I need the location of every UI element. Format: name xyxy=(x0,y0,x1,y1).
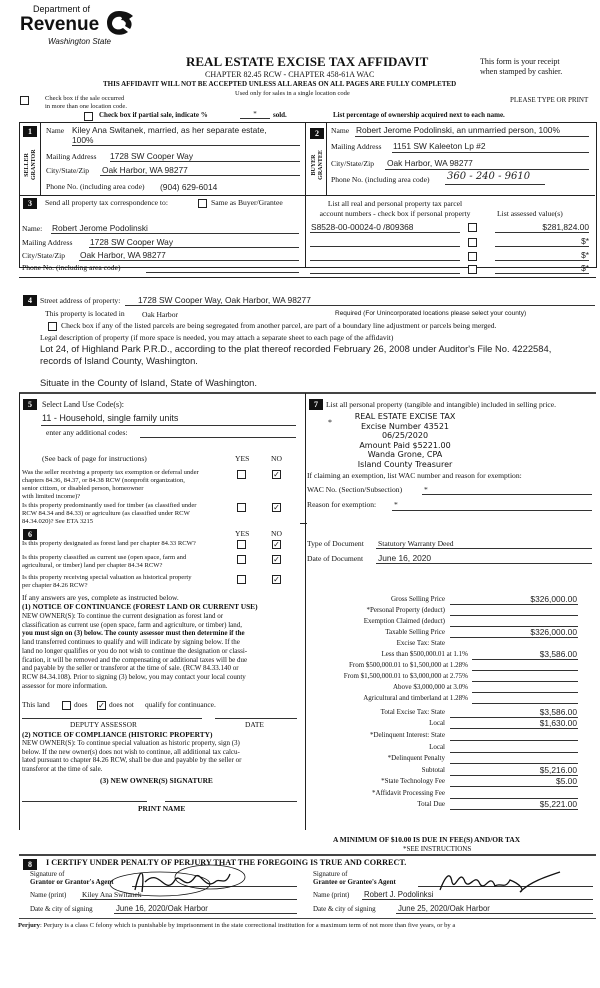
tax-row-label: Agricultural and timberland at 1.28% xyxy=(363,694,468,702)
tax-row-value[interactable]: $5,221.00 xyxy=(539,799,577,809)
document-type[interactable]: Statutory Warranty Deed xyxy=(378,539,454,548)
tax-row-label: From $500,000.01 to $1,500,000 at 1.28% xyxy=(349,661,468,669)
yes-checkbox[interactable] xyxy=(237,470,246,479)
tax-row-label: Taxable Selling Price xyxy=(385,628,445,636)
question-exemption: Was the seller receiving a property tax exemption or deferral under chapters 84.36, 84.37, or 84.38 RCW (nonprofit organization, senior citizen, or disabled person, homeowner with limited income)? xyxy=(22,469,199,500)
yes-checkbox[interactable] xyxy=(237,555,246,564)
does-not-checkbox-checked[interactable]: ✓ xyxy=(98,701,105,710)
wac-field[interactable]: * xyxy=(424,485,428,494)
notice-continuance-text: NEW OWNER(S): To continue the current designation as forest land or classification as current use (open space, farm and agriculture, or timber) land, you must sign on (3) below. The county assessor must then determine if the land transferred continues to qualify and will indicate by signing below. If the land no longer qualifies or you do not wish to continue the designation or classi- fication, it will be removed and the compensating or additional taxes will be due and payable by the seller or transferor at the time of sale. (RCW 84.33.140 or RCW 84.34.108). Prior to signing (3) below, you may contact your local county assessor for more information. xyxy=(22,612,248,690)
tax-row-value[interactable]: $326,000.00 xyxy=(530,594,577,604)
yes-checkbox[interactable] xyxy=(237,575,246,584)
buyer-phone[interactable]: 360 - 240 - 9610 xyxy=(447,171,531,182)
seller-mailing[interactable]: 1728 SW Cooper Way xyxy=(110,151,194,161)
tax-row-value[interactable]: $5.00 xyxy=(556,776,577,786)
corr-mailing[interactable]: 1728 SW Cooper Way xyxy=(90,237,174,247)
tax-row-label: *State Technology Fee xyxy=(381,777,445,785)
tax-row-label: Local xyxy=(429,743,445,751)
tax-row-label: Exemption Claimed (deduct) xyxy=(363,617,445,625)
document-date[interactable]: June 16, 2020 xyxy=(378,553,432,563)
location-select[interactable]: Oak Harbor xyxy=(142,310,179,319)
buyer-city[interactable]: Oak Harbor, WA 98277 xyxy=(387,158,473,168)
tax-row-label: *Delinquent Interest: State xyxy=(369,731,445,739)
no-checkbox-checked[interactable]: ✓ xyxy=(273,540,280,549)
tax-row-label: *Delinquent Penalty xyxy=(387,754,445,762)
personal-property-checkbox[interactable] xyxy=(468,238,477,247)
grantor-print-name[interactable]: Kiley Ana Switanek xyxy=(82,890,142,899)
seller-phone[interactable]: (904) 629-6014 xyxy=(160,182,218,192)
tax-row-value[interactable]: $326,000.00 xyxy=(530,627,577,637)
tax-row-label: Subtotal xyxy=(421,766,445,774)
legal-description[interactable]: Lot 24, of Highland Park P.R.D., according to the plat thereof recorded February 26, 2008 under Auditor's File No. 4222584, xyxy=(40,343,552,354)
partial-percent-field[interactable]: * xyxy=(240,110,270,119)
tax-row-label: Gross Selling Price xyxy=(390,595,445,603)
tax-row-label: Above $3,000,000 at 3.0% xyxy=(392,683,468,691)
land-use-code[interactable]: 11 - Household, single family units xyxy=(42,413,179,423)
yes-checkbox[interactable] xyxy=(237,540,246,549)
personal-property-checkbox[interactable] xyxy=(468,223,477,232)
grantor-date-city[interactable]: June 16, 2020/Oak Harbor xyxy=(116,904,208,913)
buyer-name[interactable]: Robert Jerome Podolinski, an unmarried person, 100% xyxy=(356,125,560,135)
no-checkbox-checked[interactable]: ✓ xyxy=(273,555,280,564)
grantee-print-name[interactable]: Robert J. Podolinksi xyxy=(364,890,434,899)
buyer-mailing[interactable]: 1151 SW Kaleeton Lp #2 xyxy=(393,141,486,151)
tax-row-label: Less than $500,000.01 at 1.1% xyxy=(381,650,468,658)
partial-sale-checkbox[interactable] xyxy=(84,112,93,121)
tax-row-value[interactable]: $1,630.00 xyxy=(539,718,577,728)
reason-field[interactable]: * xyxy=(394,500,398,509)
notice-compliance-text: NEW OWNER(S): To continue special valuation as historic property, sign (3) below. If the new owner(s) does not wish to continue, all additional tax calcu- lated pursuant to chapter 84.26 RCW, shall be due and payable by the seller or transferor at the time of sale. xyxy=(22,739,242,774)
multi-location-checkbox[interactable] xyxy=(20,96,29,105)
corr-name[interactable]: Robert Jerome Podolinski xyxy=(52,223,148,233)
yes-checkbox[interactable] xyxy=(237,503,246,512)
no-checkbox-checked[interactable]: ✓ xyxy=(273,503,280,512)
tax-row-value[interactable]: $3,586.00 xyxy=(539,707,577,717)
seller-name[interactable]: Kiley Ana Switanek, married, as her separate estate, xyxy=(72,125,267,135)
segregated-checkbox[interactable] xyxy=(48,322,57,331)
tax-row-label: Local xyxy=(429,719,445,727)
treasurer-stamp: REAL ESTATE EXCISE TAX Excise Number 43521 06/25/2020 Amount Paid $5221.00 Wanda Grone, CPA Island County Treasurer xyxy=(354,412,456,469)
tax-row-label: Total Excise Tax: State xyxy=(380,708,445,716)
form-title: REAL ESTATE EXCISE TAX AFFIDAVIT xyxy=(186,54,429,69)
tax-row-value[interactable]: $5,216.00 xyxy=(539,765,577,775)
dor-swirl-icon xyxy=(103,8,135,38)
grantee-date-city[interactable]: June 25, 2020/Oak Harbor xyxy=(398,904,490,913)
question-timber: Is this property predominantly used for timber (as classified under RCW 84.34 and 84.33) or agriculture (as classified under RCW 84.34.020)? See ETA 3215 xyxy=(22,502,197,525)
tax-row-label: Excise Tax: State xyxy=(396,639,445,647)
affidavit-page: Department of Revenue Washington State REAL ESTATE EXCISE TAX AFFIDAVIT CHAPTER 82.45 RCW - CHAPTER 458-61A WAC THIS AFFIDAVIT WILL NOT BE ACCEPTED UNLESS ALL AREAS ON ALL PAGES ARE FULLY COMPLETED Used only for sales in a single location code This form is your receipt when stamped by cashier. Check box if the sale occurred in more than one location code. PLEASE TYPE OR PRINT Check box if partial sale, indicate % * sold. List percentage of ownership acquired next to each name. 1 SELLER GRANTOR Name Kiley Ana Switanek, married, as her separate estate, 100% Mailing Address 1728 SW Cooper Way City/State/Zip Oak Harbor, WA 98277 Phone No. (including area code) (904) 629-6014 2 BUYER GRANTEE Name Robert Jerome Podolinski, an unmarried person, 100% Mailing Address 1151 SW Kaleeton Lp #2 City/State/Zip Oak Harbor, WA 98277 Phone No. (including area code) 360 - 240 - 9610 3 Send all property tax correspondence to: Same as Buyer/Grantee Name: Robert Jerome Podolinski Mailing Address 1728 SW Cooper Way City/State/Zip Oak Harbor, WA 98277 Phone No. (including area code) List all real and personal property tax parcel account numbers - check box if personal property List assessed value(s) S8528-00-00024-0 /809368 $281,824.00 $* $* $* 4 Street address of property: 1728 SW Cooper Way, Oak Harbor, WA 98277 This property is located in Oak Harbor Required (For Unincorporated locations please select your county) Check box if any of the listed parcels are being segregated from another parcel, are part of a boundary line adjustment or parcels being merged. Legal description of property (if more space is needed, you may attach a separate sheet to each page of the affidavit) Lot 24, of Highland Park P.R.D., according to the plat thereof recorded February 26, 2008 under Auditor's File No. 4222584, records of Island County, Washington. Situate in the County of Island, State of Washington. 5 Select Land Use Code(s): 11 - Household, single family units enter any additional codes: (See back of page for instructions) YES NO Was the seller receiving a property tax exemption or deferral under chapters 84.36, 84.37, or 84.38 RCW (nonprofit organization, senior citizen, or disabled person, homeowner with limited income)? ✓ Is this property predominantly used for timber (as classified under RCW 84.34 and 84.33) or agriculture (as classified under RCW 84.34.020)? See ETA 3215 ✓ 6 YES NO Is this property designated as forest land per chapter 84.33 RCW? ✓ Is this property classified as current use (open space, farm and agricultural, or timber) land per chapter 84.34 RCW? ✓ Is this property receiving special valuation as historical property per chapter 84.26 RCW? ✓ If any answers are yes, complete as instructed below. (1) NOTICE OF CONTINUANCE (FOREST LAND OR CURRENT USE) NEW OWNER(S): To continue the current designation as forest land or classification as current use (open space, farm and agriculture, or timber) land, you must sign on (3) below. The county assessor must then determine if the land transferred continues to qualify and will indicate by signing below. If the land no longer qualifies or you do not wish to continue the designation or classi- fication, it will be removed and the compensating or additional taxes will be due and payable by the seller or transferor at the time of sale. (RCW 84.33.140 or RCW 84.34.108). Prior to signing (3) below, you may contact your local county assessor for more information. This land does ✓ does not qualify for continuance. DEPUTY ASSESSOR DATE (2) NOTICE OF COMPLIANCE (HISTORIC PROPERTY) NEW OWNER(S): To continue special valuation as historic property, sign (3) below. If the new owner(s) does not wish to continue, all additional tax calcu- lated pursuant to chapter 84.26 RCW, shall be due and payable by the seller or transferor at the time of sale. (3) NEW OWNER(S) SIGNATURE PRINT NAME 7 List all personal property (tangible and intangible) included in selling price. * REAL ESTATE EXCISE TAX Excise Number 43521 06/25/2020 Amount Paid $5221.00 Wanda Grone, CPA Island County Treasurer If claiming an exemption, list WAC number and reason for exemption: WAC No. (Section/Subsection) * Reason for exemption: * Type of Document Statutory Warranty Deed Date of Document June 16, 2020 Gross Selling Price $326,000.00 *Personal Property (deduct) Exemption Claimed (deduct) Taxable Selling Price $326,000.00 Excise Tax: State Less than $500,000.01 at 1.1% $3,586.00 From $500,000.01 to $1,500,000 at 1.28% From $1,500,000.01 to $3,000,000 at 2.75% Above $3,000,000 at 3.0% Agricultural and timberland at 1.28% Total Excise Tax: State $3,586.00 Local $1,630.00 *Delinquent Interest: State Local *Delinquent Penalty Subtotal $5,216.00 *State Technology Fee $5.00 *Affidavit Processing Fee Total Due $5,221.00 A MINIMUM OF $10.00 IS DUE IN FEE(S) AND/OR TAX *SEE INSTRUCTIONS 8 I CERTIFY UNDER PENALTY OF PERJURY THAT THE FOREGOING IS TRUE AND CORRECT. Signature of Grantor or Grantor's Agent Name (print) Kiley Ana Switanek Date & city of signing June 16, 2020/Oak Harbor Signature of Grantee or Grantee's Agent Name (print) Robert J. Podolinksi Date & city of signing June 25, 2020/Oak Harbor Perjury: Perjury is a class C felony which is punishable by imprisonment in the state correctional institution for a maximum term of not more than five years, or by a xyxy=(0,0,600,988)
tax-row-label: *Personal Property (deduct) xyxy=(366,606,445,614)
tax-row-label: Total Due xyxy=(417,800,445,808)
does-checkbox[interactable] xyxy=(62,701,71,710)
property-street[interactable]: 1728 SW Cooper Way, Oak Harbor, WA 98277 xyxy=(138,295,311,305)
no-checkbox-checked[interactable]: ✓ xyxy=(273,470,280,479)
seller-city[interactable]: Oak Harbor, WA 98277 xyxy=(102,165,188,175)
same-as-buyer-checkbox[interactable] xyxy=(198,199,207,208)
corr-city[interactable]: Oak Harbor, WA 98277 xyxy=(80,250,166,260)
perjury-notice: Perjury: Perjury is a class C felony which is punishable by imprisonment in the state correctional institution for a maximum term of not more than five years, or by a xyxy=(18,922,456,929)
tax-row-label: *Affidavit Processing Fee xyxy=(372,789,445,797)
no-checkbox-checked[interactable]: ✓ xyxy=(273,575,280,584)
tax-row-value[interactable]: $3,586.00 xyxy=(539,649,577,659)
personal-property-checkbox[interactable] xyxy=(468,252,477,261)
personal-property-checkbox[interactable] xyxy=(468,265,477,274)
grantee-signature[interactable] xyxy=(430,862,570,902)
tax-row-label: From $1,500,000.01 to $3,000,000 at 2.75% xyxy=(343,672,468,680)
